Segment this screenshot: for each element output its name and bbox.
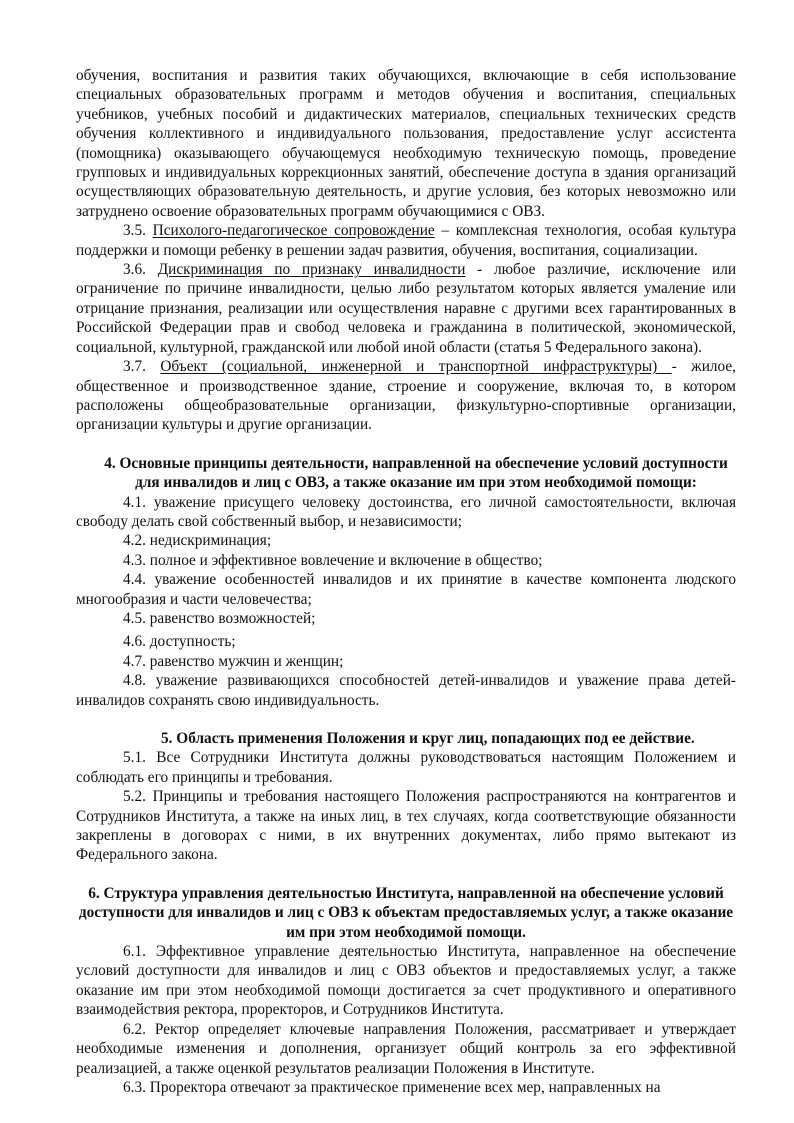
list-item: 4.8. уважение развивающихся способностей детей-инвалидов и уважение права детей-инвалидов сохранять свою индивидуальность. bbox=[76, 672, 736, 709]
list-item: 6.3. Проректора отвечают за практическое применение всех мер, направленных на bbox=[123, 1078, 661, 1096]
definition-term: Объект (социальной, инженерной и транспортной инфраструктуры) bbox=[160, 358, 672, 376]
spacer bbox=[76, 865, 736, 884]
list-item: 4.6. доступность; bbox=[123, 633, 236, 651]
list-item: 5.1. Все Сотрудники Института должны руководствоваться настоящим Положением и соблюдать его принципы и требования. bbox=[76, 749, 736, 786]
list-item: 4.1. уважение присущего человеку достоинства, его личной самостоятельности, включая свободу делать свой собственный выбор, и независимости; bbox=[76, 493, 736, 530]
list-item: 4.2. недискриминация; bbox=[123, 532, 272, 550]
definition-3-5 bbox=[76, 221, 736, 260]
list-item: 4.5. равенство возможностей; bbox=[123, 609, 316, 627]
list-item: 6.2. Ректор определяет ключевые направления Положения, рассматривает и утверждает необходимые изменения и дополнения, организует общий контроль за его эффективной реализацией, а также оценкой результатов реализации Положения в Институте. bbox=[76, 1020, 736, 1077]
list-item: 4.3. полное и эффективное вовлечение и включение в общество; bbox=[123, 551, 543, 569]
section-6-heading: 6. Структура управления деятельностью Института, направленной на обеспечение условий доступности для инвалидов и лиц с ОВЗ к объектам предоставляемых услуг, а также оказание им при этом необходимой помощи. bbox=[78, 884, 734, 941]
list-item: 6.1. Эффективное управление деятельностью Института, направленное на обеспечение условий доступности для инвалидов и лиц с ОВЗ объектов и предоставляемых услуг, а также оказание им при этом необходимой помощи достигается за счет продуктивного и оперативного взаимодействия ректора, проректоров, и Сотрудников Института. bbox=[76, 943, 736, 1019]
section-5-heading: 5. Область применения Положения и круг лиц, попадающих под ее действие. bbox=[161, 730, 695, 747]
spacer bbox=[76, 710, 736, 729]
definition-3-6 bbox=[76, 260, 736, 357]
definition-text: – комплексная технология, особая культура поддержки и помощи ребенку в решении задач развития, обучения, воспитания, социализации. bbox=[76, 222, 736, 259]
document-page bbox=[76, 66, 736, 1097]
section-4-heading: 4. Основные принципы деятельности, направленной на обеспечение условий доступности для инвалидов и лиц с ОВЗ, а также оказание им при этом необходимой помощи: bbox=[104, 454, 728, 492]
spacer bbox=[76, 435, 736, 454]
definition-term: Психолого-педагогическое сопровождение bbox=[152, 222, 435, 240]
list-item: 5.2. Принципы и требования настоящего Положения распространяются на контрагентов и Сотрудников Института, а также на иных лиц, в тех случаях, когда соответствующие обязанности закреплены в договорах с ними, в их внутренних документах, либо прямо вытекают из Федерального закона. bbox=[76, 788, 736, 864]
definition-term: Дискриминация по признаку инвалидности bbox=[157, 261, 466, 279]
intro-paragraph: обучения, воспитания и развития таких обучающихся, включающие в себя использование специальных образовательных программ и методов обучения и воспитания, специальных учебников, учебных пособий и дидактических материалов, специальных технических средств обучения коллективного и индивидуального пользования, предоставление услуг ассистента (помощника) оказывающего обучающемуся необходимую техническую помощь, проведение групповых и индивидуальных коррекционных занятий, обеспечение доступа в здания организаций осуществляющих образовательную деятельность, и другие условия, без которых невозможно или затруднено освоение образовательных программ обучающимися с ОВЗ. bbox=[76, 67, 736, 220]
definition-text: - любое различие, исключение или ограничение по причине инвалидности, целью либо результатом которых является умаление или отрицание признания, реализации или осуществления наравне с другими всех гарантированных в Российской Федерации прав и свобод человека и гражданина в политической, экономической, социальной, культурной, гражданской или любой иной области (статья 5 Федерального закона). bbox=[76, 261, 737, 356]
list-item: 4.4. уважение особенностей инвалидов и их принятие в качестве компонента людского многообразия и части человечества; bbox=[76, 571, 736, 608]
definition-number: 3.5. bbox=[123, 222, 153, 240]
definition-text: - жилое, общественное и производственное здание, строение и сооружение, включая то, в котором расположены общеобразовательные организации, физкультурно-спортивные организации, организации культуры и другие организации. bbox=[76, 358, 736, 434]
list-item: 4.7. равенство мужчин и женщин; bbox=[123, 652, 344, 670]
definition-number: 3.7. bbox=[123, 358, 161, 376]
definition-3-7 bbox=[76, 357, 736, 435]
definition-number: 3.6. bbox=[123, 261, 158, 279]
